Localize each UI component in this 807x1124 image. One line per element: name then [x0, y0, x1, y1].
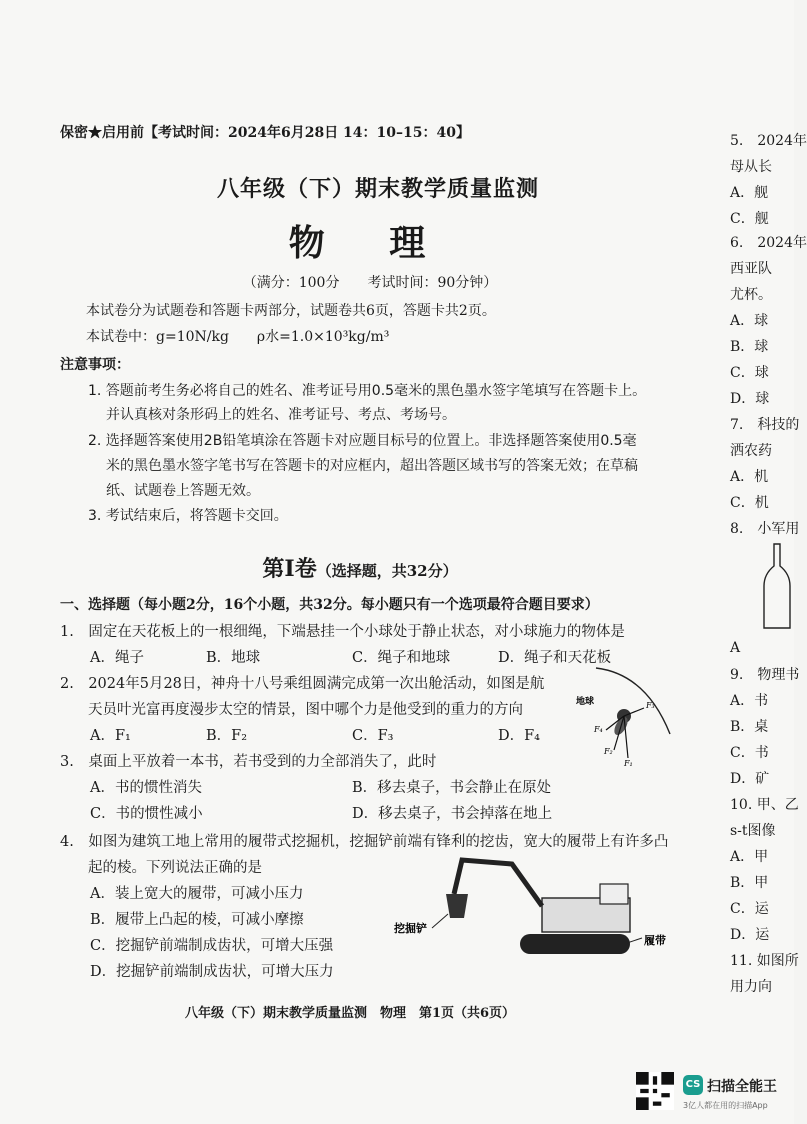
shovel-shape	[446, 894, 468, 918]
right-column-line: 西亚队	[730, 261, 772, 277]
track-label: 履带	[644, 934, 666, 947]
right-column-line: A	[730, 640, 741, 656]
right-column-line: B．甲	[730, 875, 769, 891]
question-4-stem-line: 起的棱。下列说法正确的是	[88, 860, 262, 876]
right-column-line: C．机	[730, 495, 769, 511]
earth-label: 地球	[576, 697, 595, 707]
q3-option-a: A．书的惯性消失	[90, 780, 202, 796]
question-4-stem-line: 4. 如图为建筑工地上常用的履带式挖掘机，挖掘铲前端有锋利的挖齿，宽大的履带上有许多凸	[60, 834, 669, 850]
right-column-line: s-t图像	[730, 823, 776, 839]
shovel-label: 挖掘铲	[394, 922, 427, 935]
q2-option-c: C．F₃	[352, 728, 394, 744]
notice-line: 3. 考试结束后，将答题卡交回。	[88, 508, 288, 524]
right-column-line: C．书	[730, 745, 769, 761]
exam-title: 八年级（下）期末教学质量监测	[216, 176, 539, 202]
right-column-line: A．球	[730, 313, 769, 329]
q2-option-a: A．F₁	[90, 728, 131, 744]
q4-option-b: B．履带上凸起的棱，可减小摩擦	[90, 912, 304, 928]
page-footer: 八年级（下）期末教学质量监测 物理 第1页（共6页）	[184, 1006, 516, 1021]
right-column-line: 尤杯。	[730, 287, 772, 303]
right-column-line: A．书	[730, 693, 769, 709]
intro-line-2: 本试卷中：g=10N/kg ρ水=1.0×10³kg/m³	[86, 329, 390, 345]
right-column-line: C．舰	[730, 211, 769, 227]
f4-label: F₄	[594, 725, 603, 734]
scanner-app-tagline: 3亿人都在用的扫描App	[683, 1101, 768, 1110]
right-column-line: 9. 物理书	[730, 667, 800, 683]
right-column-line: 母从长	[730, 159, 772, 175]
f1-label: F₁	[624, 759, 633, 768]
q1-option-d: D．绳子和天花板	[498, 650, 612, 666]
question-1-stem: 1. 固定在天花板上的一根细绳，下端悬挂一个小球处于静止状态，对小球施力的物体是	[60, 624, 625, 640]
section-title-main: 第Ⅰ卷	[262, 556, 317, 582]
notice-line: 2. 选择题答案使用2B铅笔填涂在答题卡对应题目标号的位置上。非选择题答案使用0.5毫	[88, 433, 637, 449]
arm-shape	[454, 860, 542, 906]
q1-option-c: C．绳子和地球	[352, 650, 451, 666]
right-column-line: D．矿	[730, 771, 770, 787]
scanner-logo-icon: CS	[683, 1075, 703, 1095]
q1-option-b: B．地球	[206, 650, 261, 666]
right-column-line: D．运	[730, 927, 770, 943]
f3-label: F₃	[646, 701, 655, 710]
intro-line-1: 本试卷分为试题卷和答题卡两部分，试题卷共6页，答题卡共2页。	[86, 303, 496, 319]
question-2-stem-line: 天员叶光富再度漫步太空的情景，图中哪个力是他受到的重力的方向	[88, 702, 523, 718]
right-column-line: 8. 小军用	[730, 521, 800, 537]
right-column-line: A．舰	[730, 185, 769, 201]
notice-line: 纸、试题卷上答题无效。	[106, 483, 260, 499]
right-column-line: 11. 如图所	[730, 953, 799, 969]
question-3-stem: 3. 桌面上平放着一本书，若书受到的力全部消失了，此时	[60, 754, 437, 770]
right-column-line: 5. 2024年	[730, 133, 807, 149]
bottle-figure	[760, 540, 794, 630]
question-2-stem-line: 2. 2024年5月28日，神舟十八号乘组圆满完成第一次出舱活动，如图是航	[60, 676, 545, 692]
notice-line: 并认真核对条形码上的姓名、准考证号、考点、考场号。	[106, 407, 456, 423]
q2-option-d: D．F₄	[498, 728, 540, 744]
scanner-app-name: 扫描全能王	[707, 1079, 777, 1095]
score-time-line: （满分：100分 考试时间：90分钟）	[242, 275, 498, 291]
q3-option-d: D．移去桌子，书会掉落在地上	[352, 806, 553, 822]
track-shape	[520, 934, 630, 954]
q4-option-c: C．挖掘铲前端制成齿状，可增大压强	[90, 938, 334, 954]
q3-option-b: B．移去桌子，书会静止在原处	[352, 780, 552, 796]
subject-title: 物 理	[288, 222, 452, 264]
q3-option-c: C．书的惯性减小	[90, 806, 203, 822]
q2-option-b: B．F₂	[206, 728, 248, 744]
right-column-line: C．运	[730, 901, 769, 917]
confidential-header: 保密★启用前【考试时间：2024年6月28日 14：10–15：40】	[60, 125, 470, 141]
bottle-shape	[764, 544, 790, 628]
qr-code-icon	[636, 1072, 674, 1110]
right-column-line: A．甲	[730, 849, 769, 865]
notice-line: 米的黑色墨水签字笔书写在答题卡的对应框内，超出答题区域书写的答案无效；在草稿	[106, 458, 638, 474]
f2-label: F₂	[604, 747, 613, 756]
right-column-line: B．桌	[730, 719, 769, 735]
right-column-line: D．球	[730, 391, 770, 407]
shovel-pointer	[432, 914, 448, 928]
right-column-line: 7. 科技的	[730, 417, 800, 433]
q1-option-a: A．绳子	[90, 650, 144, 666]
q4-option-d: D．挖掘铲前端制成齿状，可增大压力	[90, 964, 334, 980]
part-one-heading: 一、选择题（每小题2分，16个小题，共32分。每小题只有一个选项最符合题目要求）	[60, 597, 599, 613]
cab-window	[600, 884, 628, 904]
earth-arc	[596, 668, 670, 734]
right-column-line: 10. 甲、乙	[730, 797, 799, 813]
right-column-line: 6. 2024年	[730, 235, 807, 251]
section-title	[0, 552, 720, 583]
right-column-line: C．球	[730, 365, 769, 381]
right-column-line: B．球	[730, 339, 769, 355]
right-column-line: 用力向	[730, 979, 772, 995]
excavator-figure	[392, 854, 682, 958]
section-title-sub: （选择题，共32分）	[316, 562, 458, 580]
notice-heading: 注意事项：	[60, 357, 130, 373]
right-column-line: A．机	[730, 469, 769, 485]
right-column-line: 洒农药	[730, 443, 772, 459]
notice-line: 1. 答题前考生务必将自己的姓名、准考证号用0.5毫米的黑色墨水签字笔填写在答题卡上。	[88, 383, 647, 399]
astronaut-force-figure	[566, 664, 676, 774]
q4-option-a: A．装上宽大的履带，可减小压力	[90, 886, 304, 902]
